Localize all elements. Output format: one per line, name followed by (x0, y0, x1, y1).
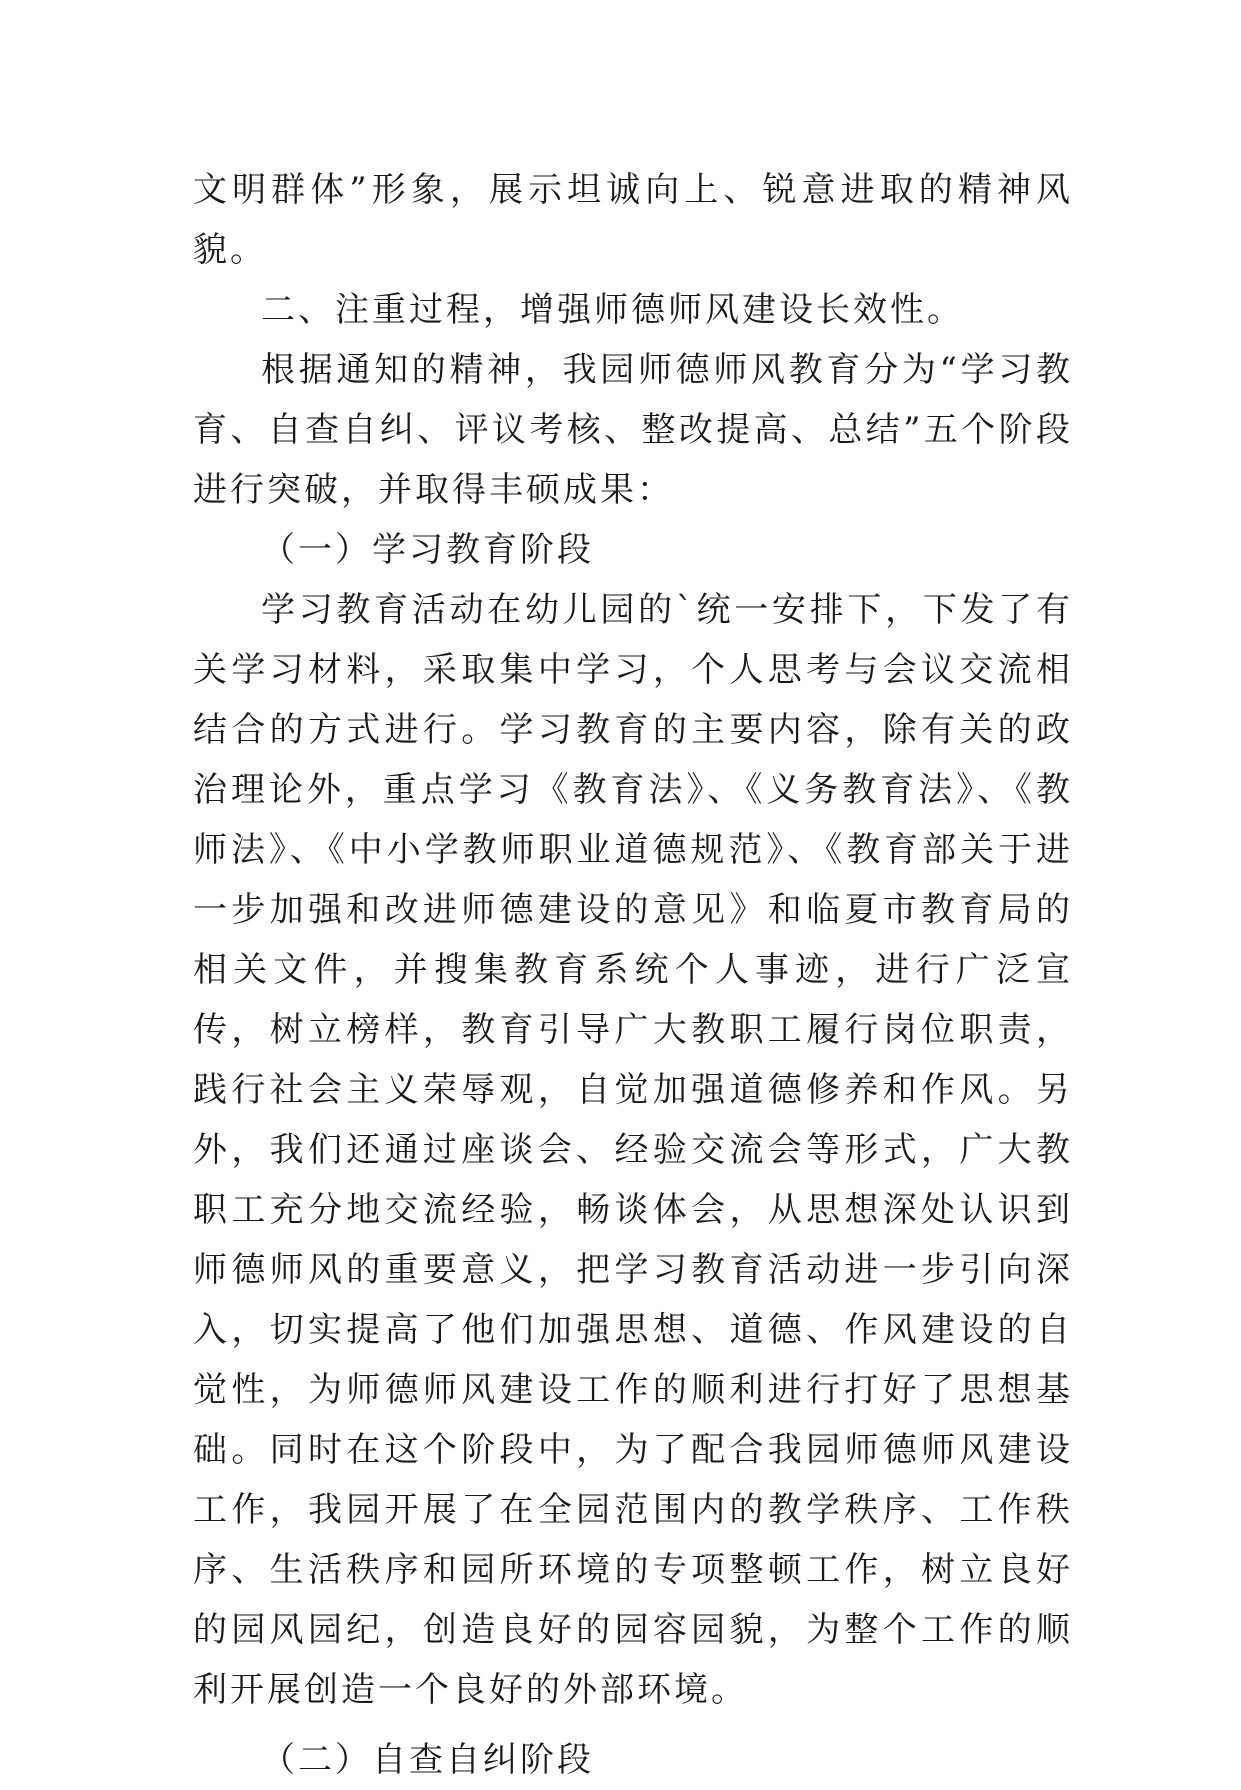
stage-heading-learning: （一）学习教育阶段 (261, 530, 594, 570)
section-heading: 二、注重过程，增强师德师风建设长效性。 (261, 290, 964, 330)
stage-heading-self-check: （二）自查自纠阶段 (261, 1740, 594, 1780)
document-body (193, 160, 1073, 1790)
paragraph-continuation: 文明群体”形象，展示坦诚向上、锐意进取的精神风貌。 (193, 170, 1073, 270)
paragraph-stages-intro: 根据通知的精神，我园师德师风教育分为“学习教育、自查自纠、评议考核、整改提高、总结”五个阶段进行突破，并取得丰硕成果： (193, 350, 1073, 510)
paragraph-learning-stage: 学习教育活动在幼儿园的`统一安排下，下发了有关学习材料，采取集中学习，个人思考与会议交流相结合的方式进行。学习教育的主要内容，除有关的政治理论外，重点学习《教育法》、《义务教育法》、《教师法》、《中小学教师职业道德规范》、《教育部关于进一步加强和改进师德建设的意见》和临夏市教育局的相关文件，并搜集教育系统个人事迹，进行广泛宣传，树立榜样，教育引导广大教职工履行岗位职责，践行社会主义荣辱观，自觉加强道德修养和作风。另外，我们还通过座谈会、经验交流会等形式，广大教职工充分地交流经验，畅谈体会，从思想深处认识到师德师风的重要意义，把学习教育活动进一步引向深入，切实提高了他们加强思想、道德、作风建设的自觉性，为师德师风建设工作的顺利进行打好了思想基础。同时在这个阶段中，为了配合我园师德师风建设工作，我园开展了在全园范围内的教学秩序、工作秩序、生活秩序和园所环境的专项整顿工作，树立良好的园风园纪，创造良好的园容园貌，为整个工作的顺利开展创造一个良好的外部环境。 (193, 590, 1073, 1710)
